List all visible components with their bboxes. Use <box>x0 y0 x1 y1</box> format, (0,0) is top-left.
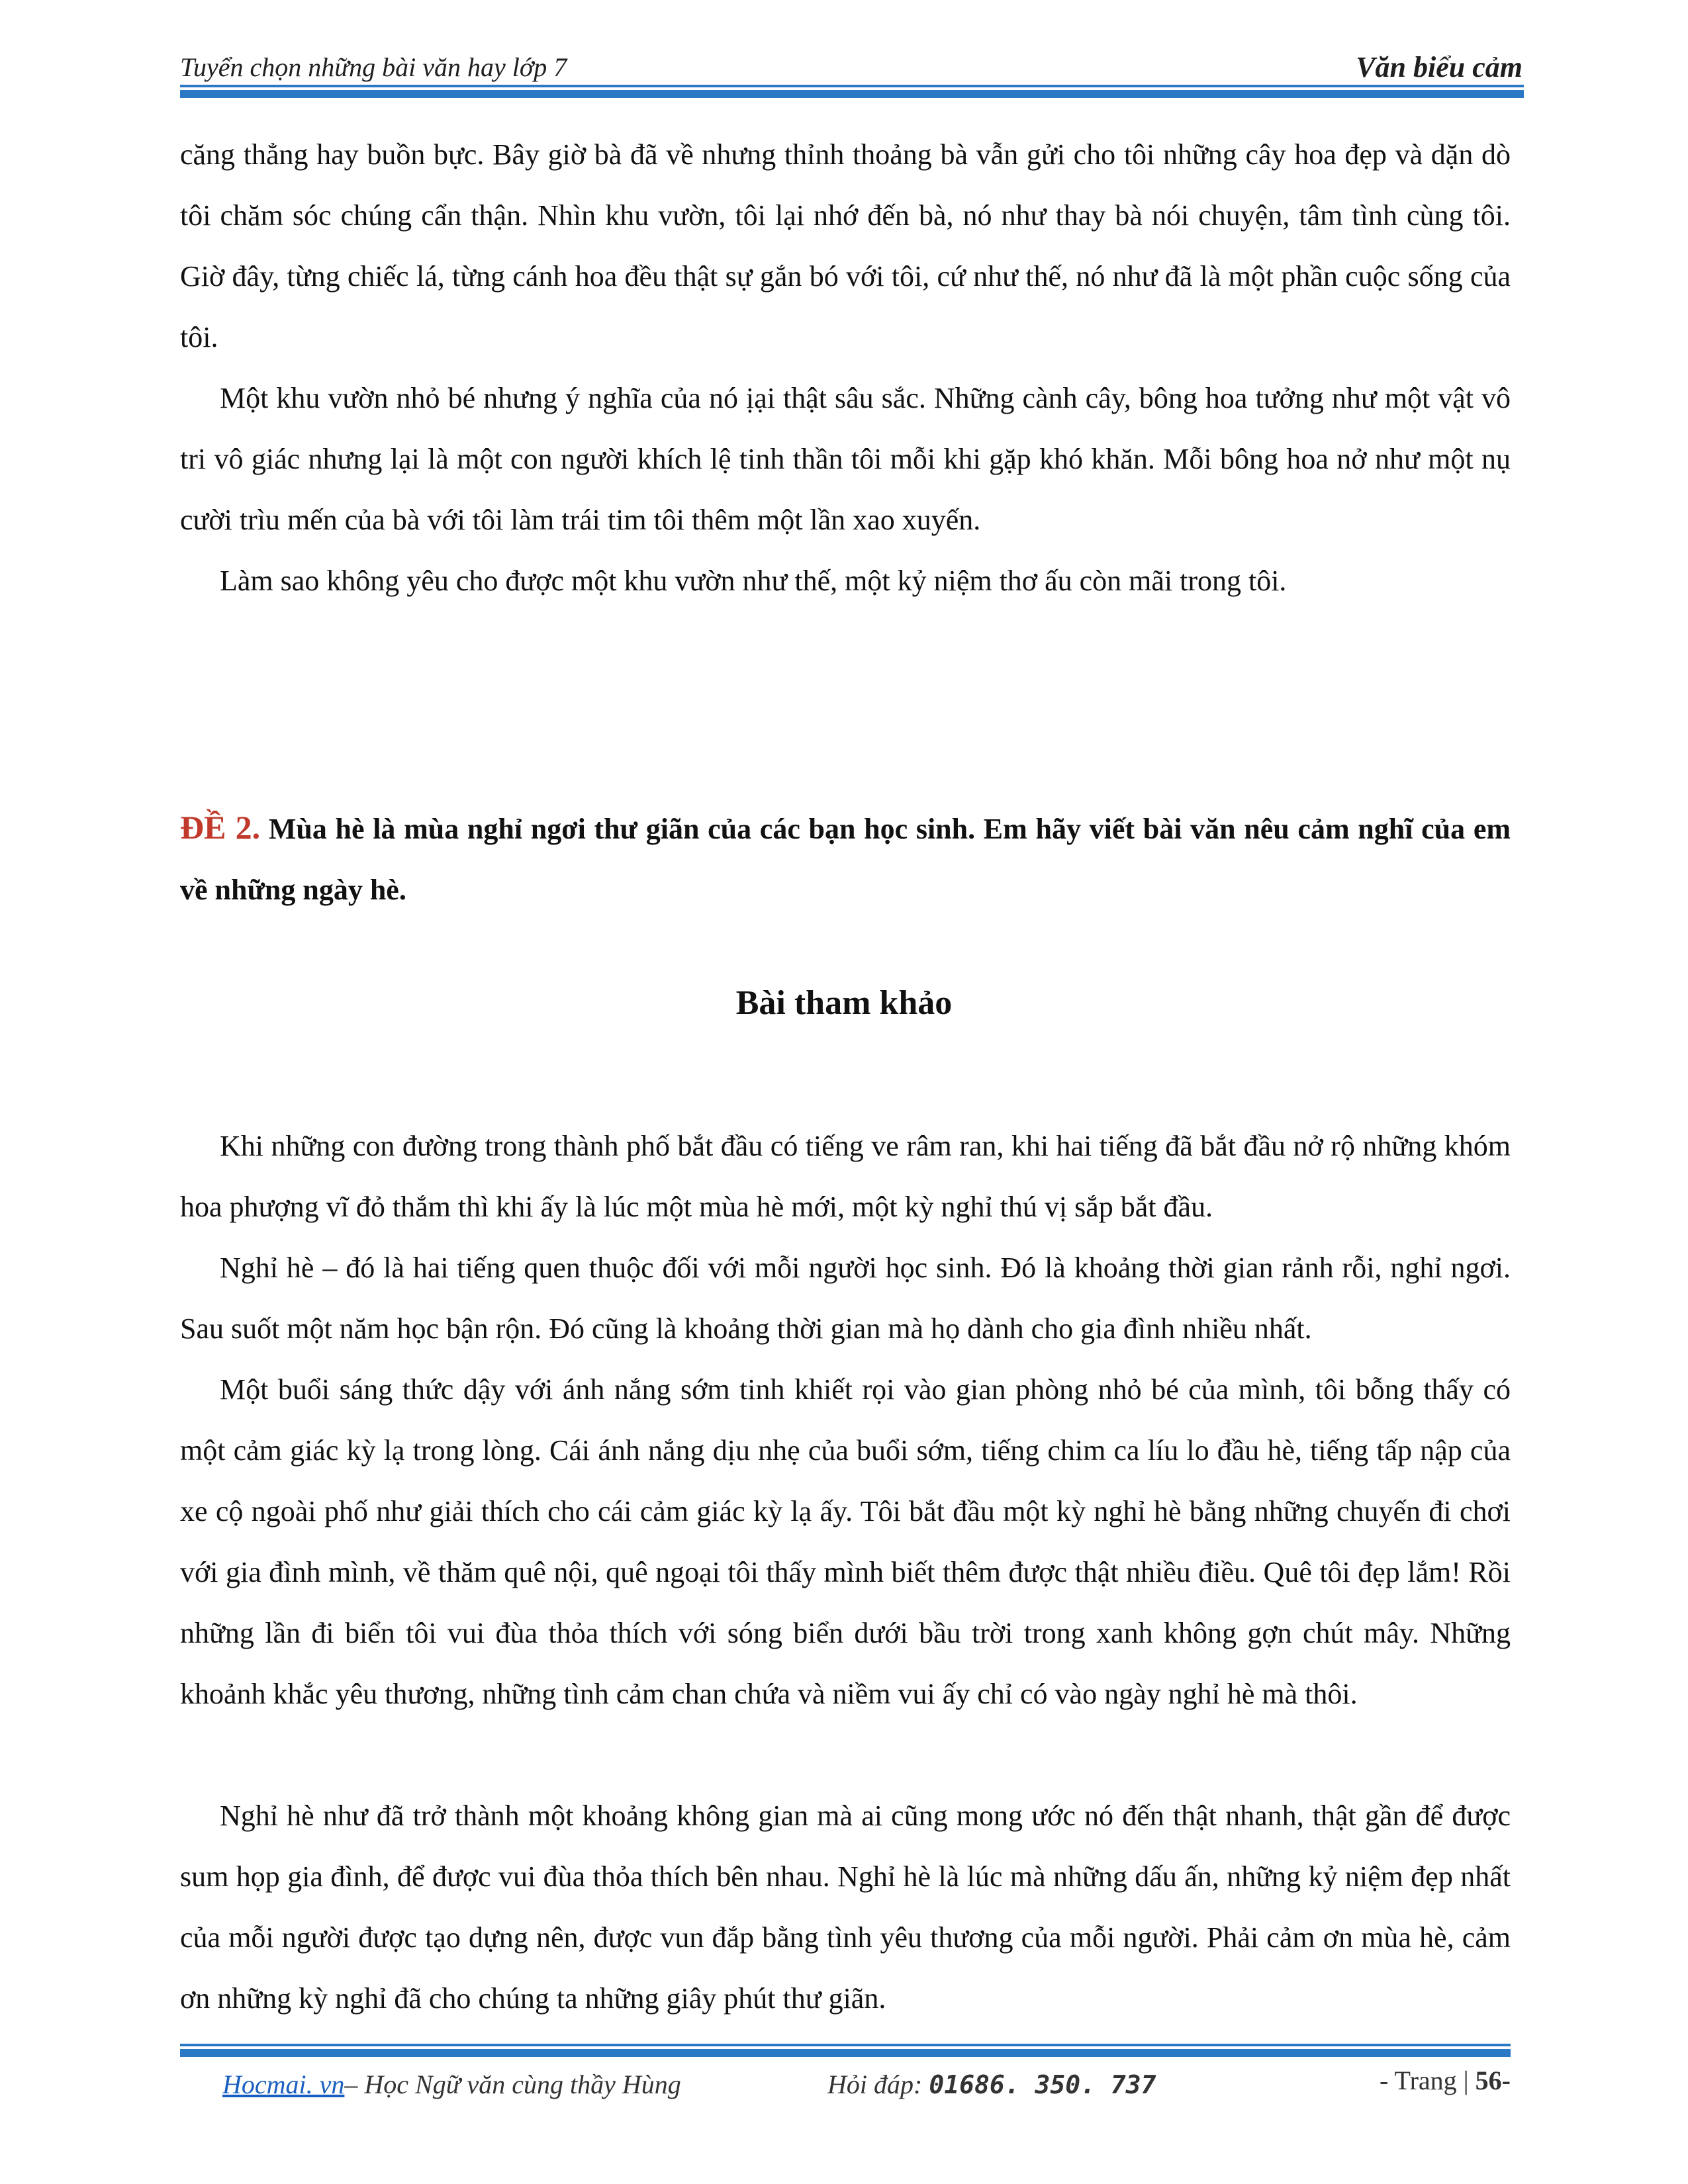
exercise-prompt <box>180 797 1511 921</box>
header-divider-thick <box>180 90 1524 98</box>
footer-site-link[interactable]: Hocmai. vn <box>222 2070 345 2099</box>
footer-hotline <box>827 2069 1156 2100</box>
essay-paragraph-3: Một buổi sáng thức dậy với ánh nắng sớm tinh khiết rọi vào gian phòng nhỏ bé của mình, tôi bỗng thấy có một cảm giác kỳ lạ trong lòng. Cái ánh nắng dịu nhẹ của buổi sớm, tiếng chim ca líu lo đầu hè, tiếng tấp nập của xe cộ ngoài phố như giải thích cho cái cảm giác kỳ lạ ấy. Tôi bắt đầu một kỳ nghỉ hè bằng những chuyến đi chơi với gia đình mình, về thăm quê nội, quê ngoại tôi thấy mình biết thêm được thật nhiều điều. Quê tôi đẹp lắm! Rồi những lần đi biển tôi vui đùa thỏa thích với sóng biển dưới bầu trời trong xanh không gợn chút mây. Những khoảnh khắc yêu thương, những tình cảm chan chứa và niềm vui ấy chỉ có vào ngày nghỉ hè mà thôi. <box>180 1373 1511 1710</box>
intro-paragraph-1: căng thẳng hay buồn bực. Bây giờ bà đã về nhưng thỉnh thoảng bà vẫn gửi cho tôi những cây hoa đẹp và dặn dò tôi chăm sóc chúng cẩn thận. Nhìn khu vườn, tôi lại nhớ đến bà, nó như thay bà nói chuyện, tâm tình cùng tôi. Giờ đây, từng chiếc lá, từng cánh hoa đều thật sự gắn bó với tôi, cứ như thế, nó như đã là một phần cuộc sống của tôi. <box>180 138 1511 353</box>
section-title: Bài tham khảo <box>735 984 953 1022</box>
header-book-title: Tuyển chọn những bài văn hay lớp 7 <box>180 52 567 82</box>
essay-paragraph-4: Nghỉ hè như đã trở thành một khoảng không gian mà ai cũng mong ước nó đến thật nhanh, thật gần để được sum họp gia đình, để được vui đùa thỏa thích bên nhau. Nghỉ hè là lúc mà những dấu ấn, những kỷ niệm đẹp nhất của mỗi người được tạo dựng nên, được vun đắp bằng tình yêu thương của mỗi người. Phải cảm ơn mùa hè, cảm ơn những kỳ nghỉ đã cho chúng ta những giây phút thư giãn. <box>180 1799 1511 2015</box>
exercise-question: Mùa hè là mùa nghỉ ngơi thư giãn của các bạn học sinh. Em hãy viết bài văn nêu cảm nghĩ của em về những ngày hè. <box>180 813 1511 906</box>
header-divider-thin <box>180 85 1524 87</box>
essay-paragraph-2: Nghỉ hè – đó là hai tiếng quen thuộc đối với mỗi người học sinh. Đó là khoảng thời gian rảnh rỗi, nghỉ ngơi. Sau suốt một năm học bận rộn. Đó cũng là khoảng thời gian mà họ dành cho gia đình nhiều nhất. <box>180 1251 1511 1345</box>
footer-divider-thin <box>180 2044 1511 2046</box>
footer-divider-thick <box>180 2049 1511 2057</box>
footer-page-prefix: - Trang | <box>1379 2066 1469 2095</box>
footer-site-tagline: – Học Ngữ văn cùng thầy Hùng <box>344 2070 681 2099</box>
footer-page-suffix: - <box>1501 2066 1511 2095</box>
footer-hotline-label: Hỏi đáp: <box>827 2070 923 2099</box>
footer-page-number: 56 <box>1475 2066 1502 2095</box>
footer-page-indicator <box>1380 2065 1511 2096</box>
exercise-label: ĐỀ 2. <box>180 809 261 846</box>
intro-paragraph-3: Làm sao không yêu cho được một khu vườn như thế, một kỷ niệm thơ ấu còn mãi trong tôi. <box>220 565 1287 597</box>
footer-site <box>222 2069 681 2100</box>
header-genre-title: Văn biểu cảm <box>1356 51 1523 83</box>
footer-hotline-number: 01686. 350. 737 <box>929 2070 1156 2099</box>
intro-paragraph-2: Một khu vườn nhỏ bé nhưng ý nghĩa của nó ịại thật sâu sắc. Những cành cây, bông hoa tưởng như một vật vô tri vô giác nhưng lại là một con người khích lệ tinh thần tôi mỗi khi gặp khó khăn. Mỗi bông hoa nở như một nụ cười trìu mến của bà với tôi làm trái tim tôi thêm một lần xao xuyến. <box>180 382 1511 536</box>
essay-paragraph-1: Khi những con đường trong thành phố bắt đầu có tiếng ve râm ran, khi hai tiếng đã bắt đầu nở rộ những khóm hoa phượng vĩ đỏ thắm thì khi ấy là lúc một mùa hè mới, một kỳ nghỉ thú vị sắp bắt đầu. <box>180 1130 1511 1223</box>
